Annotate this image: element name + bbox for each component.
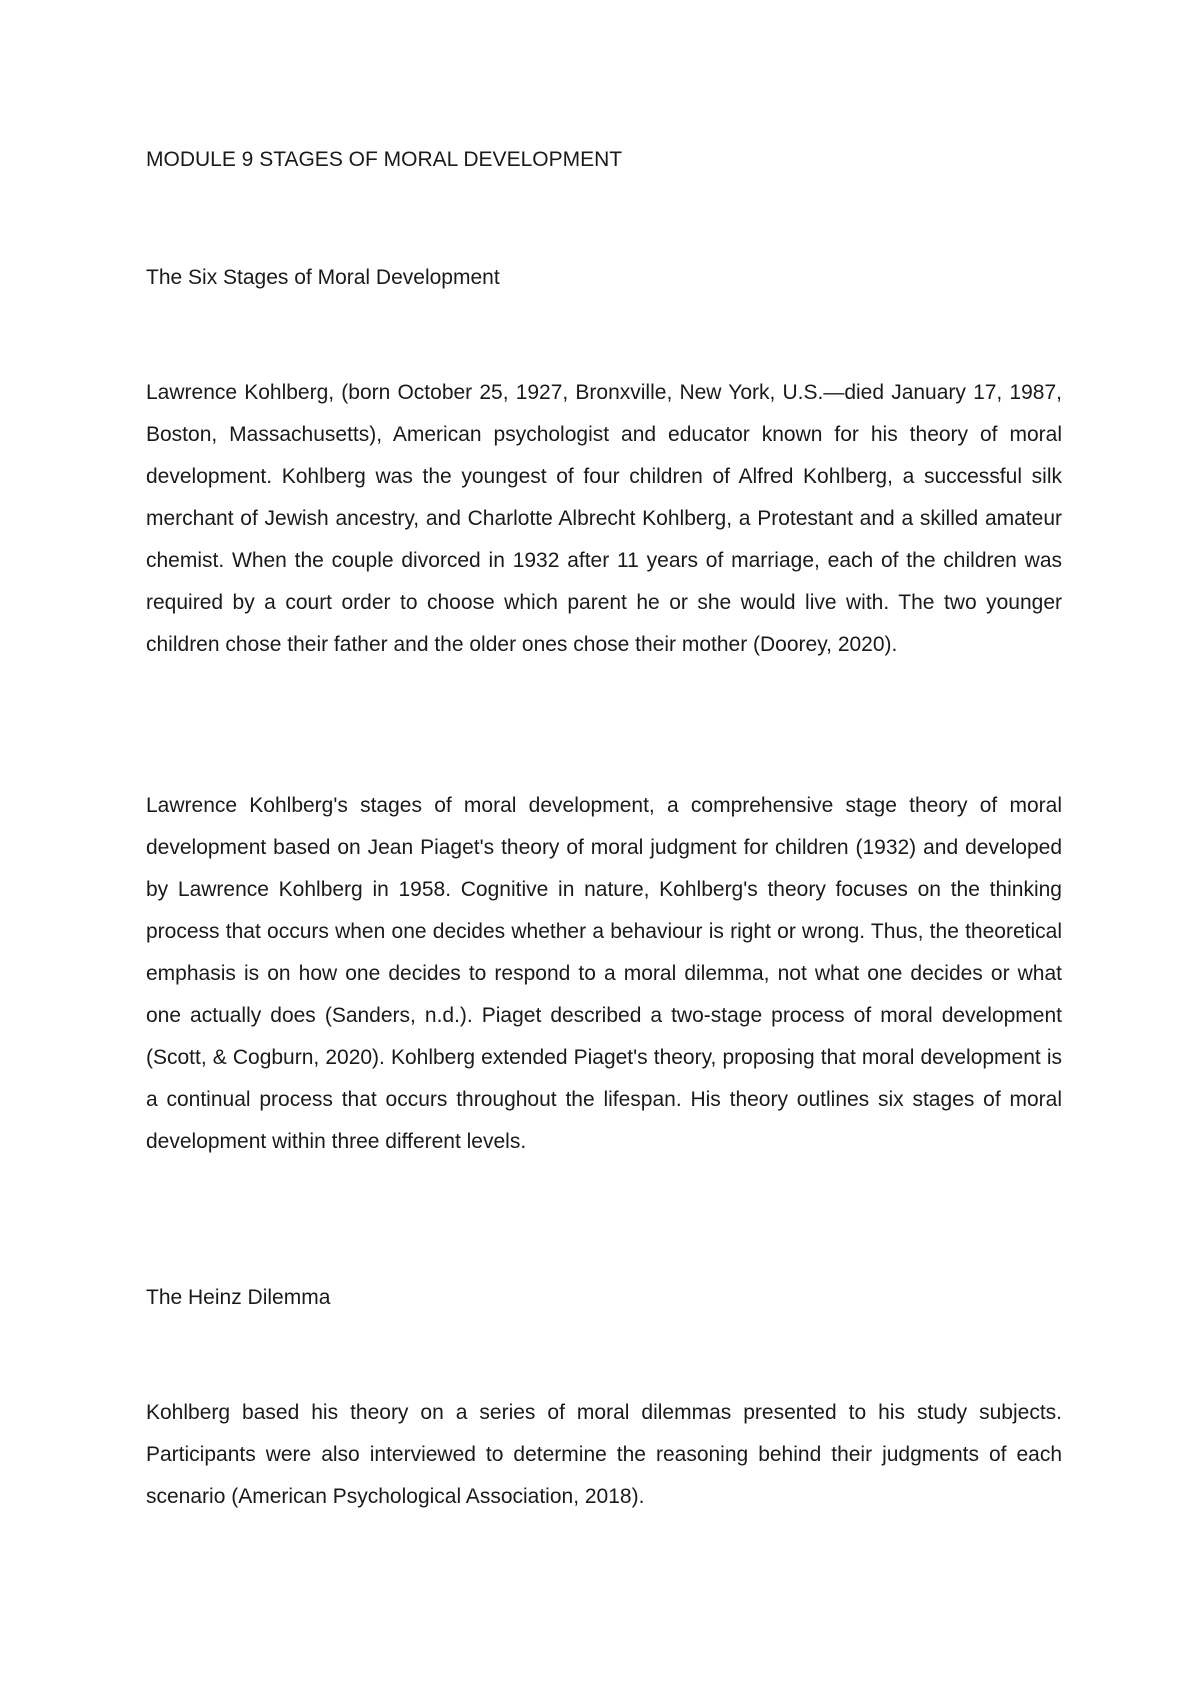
paragraph-heinz: Kohlberg based his theory on a series of moral dilemmas presented to his study subjects. Participants were also interviewed to determine the reasoning behind their judgments of each scenario (American Psychological Association, 2018). (146, 1401, 1062, 1508)
paragraph-biography: Lawrence Kohlberg, (born October 25, 1927, Bronxville, New York, U.S.—died January 17, 1987, Boston, Massachusetts), American psychologist and educator known for his theory of moral development. Kohlberg was the youngest of four children of Alfred Kohlberg, a successful silk merchant of Jewish ancestry, and Charlotte Albrecht Kohlberg, a Protestant and a skilled amateur chemist. When the couple divorced in 1932 after 11 years of marriage, each of the children was required by a court order to choose which parent he or she would live with. The two younger children chose their father and the older ones chose their mother (Doorey, 2020). (146, 381, 1062, 656)
subsection-title: The Heinz Dilemma (146, 1286, 331, 1309)
module-title: MODULE 9 STAGES OF MORAL DEVELOPMENT (146, 148, 623, 171)
section-title: The Six Stages of Moral Development (146, 266, 500, 289)
paragraph-stages: Lawrence Kohlberg's stages of moral development, a comprehensive stage theory of moral development based on Jean Piaget's theory of moral judgment for children (1932) and developed by Lawrence Kohlberg in 1958. Cognitive in nature, Kohlberg's theory focuses on the thinking process that occurs when one decides whether a behaviour is right or wrong. Thus, the theoretical emphasis is on how one decides to respond to a moral dilemma, not what one decides or what one actually does (Sanders, n.d.). Piaget described a two-stage process of moral development (Scott, & Cogburn, 2020). Kohlberg extended Piaget's theory, proposing that moral development is a continual process that occurs throughout the lifespan. His theory outlines six stages of moral development within three different levels. (146, 794, 1062, 1153)
